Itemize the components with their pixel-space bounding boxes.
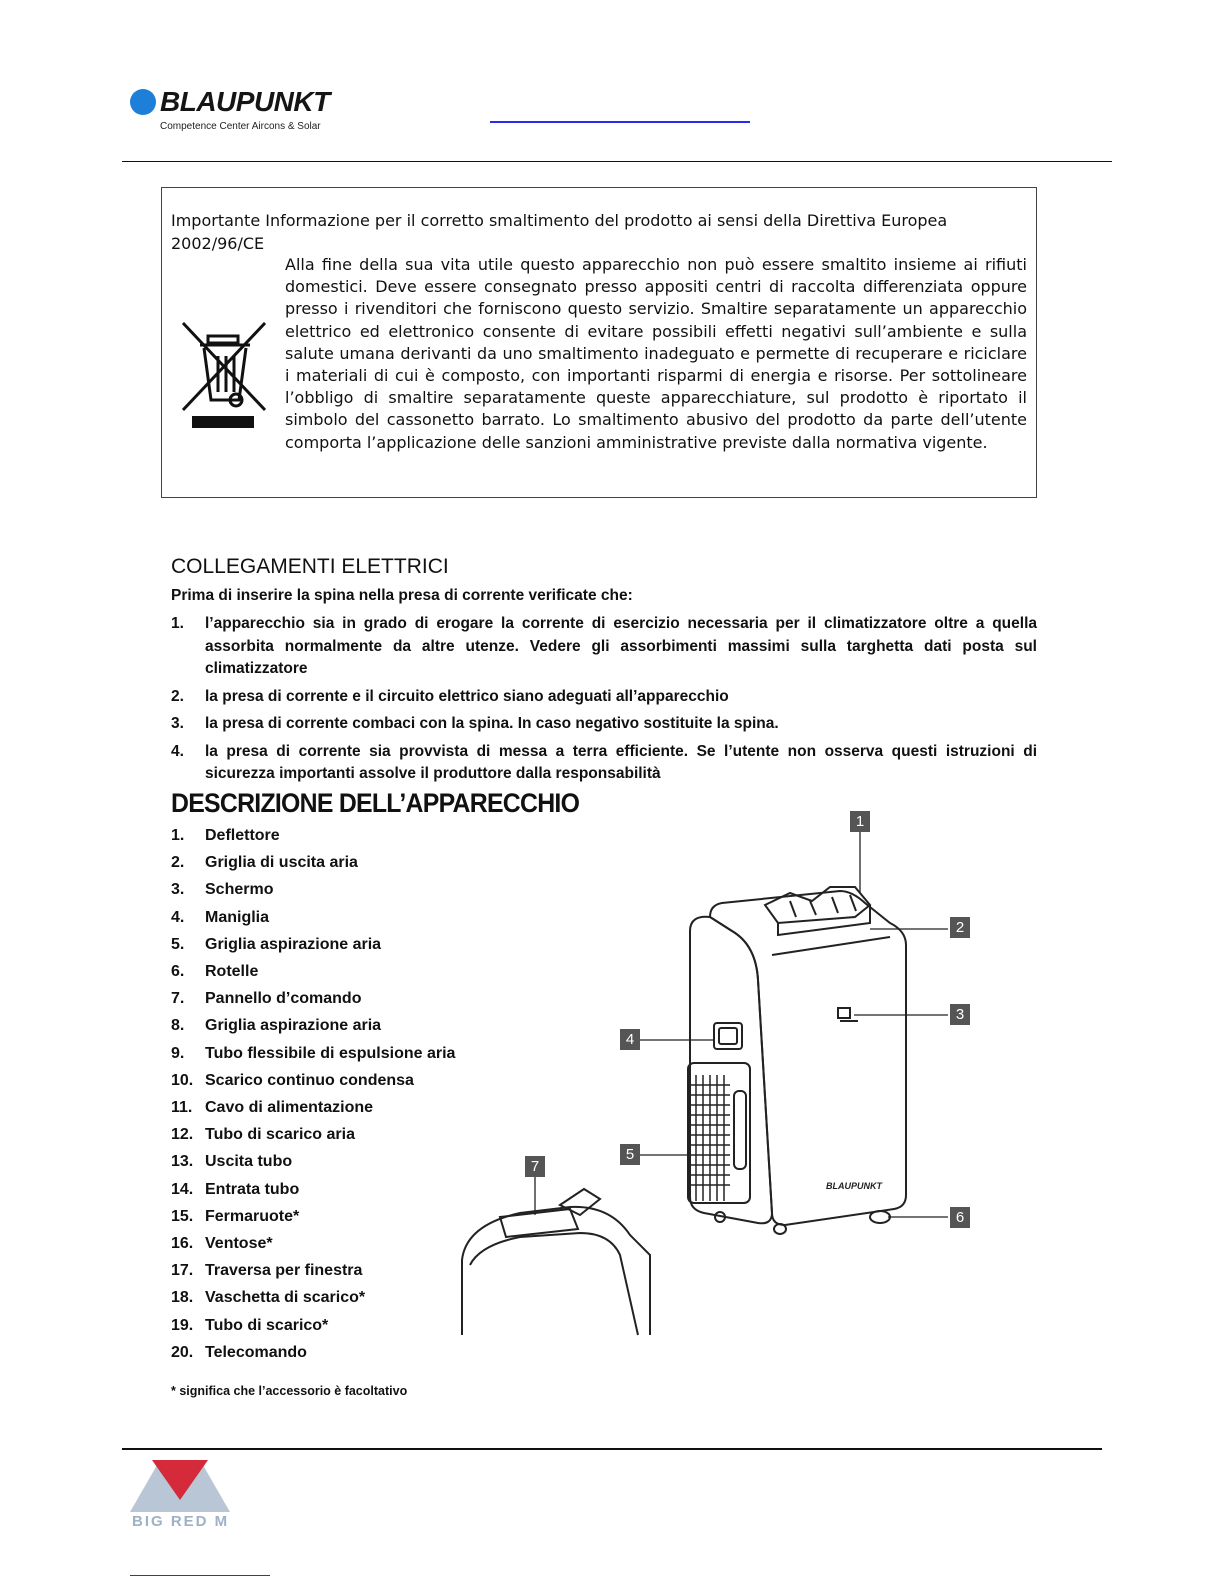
callout-1: 1 <box>850 811 870 832</box>
parts-list <box>171 822 455 1366</box>
callout-6: 6 <box>950 1207 970 1228</box>
part-name: Griglia aspirazione aria <box>205 935 382 953</box>
optional-accessory-footnote: * significa che l’accessorio è facoltativo <box>171 1384 408 1398</box>
part-list-item <box>171 849 455 876</box>
part-number: 10. <box>171 1071 194 1089</box>
part-number: 4. <box>171 908 185 926</box>
part-name: Fermaruote* <box>205 1207 300 1225</box>
part-number: 18. <box>171 1289 194 1307</box>
part-list-item <box>171 1230 455 1257</box>
brand-logo: BLAUPUNKT <box>160 86 330 117</box>
part-number: 7. <box>171 990 185 1008</box>
callout-3: 3 <box>950 1004 970 1025</box>
footer-link[interactable] <box>130 1575 270 1576</box>
part-name: Traversa per finestra <box>205 1262 363 1280</box>
part-list-item <box>171 1094 455 1121</box>
part-list-item <box>171 1040 455 1067</box>
crossed-out-wheelie-bin-icon <box>180 318 270 433</box>
part-list-item <box>171 1339 455 1366</box>
part-name: Griglia aspirazione aria <box>205 1017 382 1035</box>
part-list-item <box>171 931 455 958</box>
callout-4: 4 <box>620 1029 640 1050</box>
part-list-item <box>171 958 455 985</box>
list-item-number: 3. <box>171 715 184 732</box>
list-item-text: la presa di corrente sia provvista di messa a terra efficiente. Se l’utente non osserva questi istruzioni di sicurezza importanti assolve il produttore dalla responsabilità <box>205 742 1037 782</box>
part-name: Maniglia <box>205 908 270 926</box>
part-list-item <box>171 1121 455 1148</box>
part-name: Deflettore <box>205 827 280 844</box>
callout-2: 2 <box>950 917 970 938</box>
section-title-electrical: COLLEGAMENTI ELETTRICI <box>171 555 449 578</box>
footer-brand-name: BIG RED M <box>132 1513 230 1530</box>
part-list-item <box>171 1067 455 1094</box>
part-list-item <box>171 876 455 903</box>
part-list-item <box>171 1284 455 1311</box>
part-name: Tubo flessibile di espulsione aria <box>205 1044 456 1062</box>
callout-5: 5 <box>620 1144 640 1165</box>
part-list-item <box>171 1257 455 1284</box>
brand-tagline: Competence Center Aircons & Solar <box>160 121 321 132</box>
list-item-number: 2. <box>171 687 184 705</box>
part-name: Schermo <box>205 881 274 899</box>
section-title-description: DESCRIZIONE DELL’APPARECCHIO <box>171 788 580 818</box>
part-name: Telecomando <box>205 1343 307 1361</box>
list-item <box>171 613 1037 681</box>
part-list-item <box>171 904 455 931</box>
part-number: 14. <box>171 1180 194 1198</box>
part-list-item <box>171 1148 455 1175</box>
list-item-text: l’apparecchio sia in grado di erogare la corrente di esercizio necessaria per il climatizzatore oltre a quella assorbita normalmente da altre utenze. Vedere gli assorbimenti massimi sulla targhetta dati posta sul climatizzatore <box>205 615 1037 677</box>
part-list-item <box>171 1312 455 1339</box>
list-item <box>171 741 1037 786</box>
part-name: Cavo di alimentazione <box>205 1099 374 1117</box>
part-number: 20. <box>171 1343 194 1361</box>
weee-title: Importante Informazione per il corretto smaltimento del prodotto ai sensi della Direttiva Europea 2002/96/CE <box>171 211 948 253</box>
part-name: Ventose* <box>205 1235 273 1253</box>
electrical-checklist <box>171 613 1037 791</box>
appliance-diagram <box>460 805 1020 1345</box>
part-number: 5. <box>171 935 185 953</box>
part-number: 8. <box>171 1017 185 1035</box>
part-name: Vaschetta di scarico* <box>205 1289 366 1307</box>
part-name: Pannello d’comando <box>205 990 362 1008</box>
part-number: 13. <box>171 1153 194 1171</box>
part-name: Uscita tubo <box>205 1153 293 1171</box>
part-name: Griglia di uscita aria <box>205 854 358 872</box>
part-list-item <box>171 822 455 849</box>
weee-body: Alla fine della sua vita utile questo apparecchio non può essere smaltito insieme ai rifiuti domestici. Deve essere consegnato presso appositi centri di raccolta differenziata oppure presso i rivenditori che forniscono questo servizio. Smaltire separatamente un apparecchio elettrico ed elettronico consente di evitare possibili effetti negativi sull’ambiente e sulla salute umana derivanti da uno smaltimento inadeguato e permette di recuperare e riciclare i materiali di cui è composto, con importanti risparmi di energia e risorse. Per sottolineare l’obbligo di smaltire separatamente queste apparecchiature, sul prodotto è riportato il simbolo del cassonetto barrato. Lo smaltimento abusivo del prodotto da parte dell’utente comporta l’applicazione delle sanzioni amministrative previste dalla normativa vigente. <box>285 255 1027 452</box>
list-item-number: 4. <box>171 742 184 760</box>
part-number: 11. <box>171 1099 193 1117</box>
part-number: 12. <box>171 1126 194 1144</box>
part-number: 1. <box>171 827 185 844</box>
brand-logo-dot <box>130 89 156 115</box>
part-number: 6. <box>171 963 185 981</box>
electrical-intro: Prima di inserire la spina nella presa di corrente verificate che: <box>171 587 633 604</box>
part-number: 15. <box>171 1207 194 1225</box>
callout-7: 7 <box>525 1156 545 1177</box>
part-number: 19. <box>171 1316 194 1334</box>
portable-air-conditioner-drawing <box>460 805 1020 1345</box>
part-name: Tubo di scarico* <box>205 1316 329 1334</box>
list-item-text: la presa di corrente combaci con la spina. In caso negativo sostituite la spina. <box>205 715 779 732</box>
part-number: 3. <box>171 881 185 899</box>
part-name: Entrata tubo <box>205 1180 300 1198</box>
unit-brand-label: BLAUPUNKT <box>826 1181 882 1191</box>
part-name: Scarico continuo condensa <box>205 1071 414 1089</box>
list-item-text: la presa di corrente e il circuito elettrico siano adeguati all’apparecchio <box>205 687 729 705</box>
part-number: 2. <box>171 854 185 872</box>
part-number: 9. <box>171 1044 185 1062</box>
part-name: Rotelle <box>205 963 259 981</box>
header-link[interactable] <box>490 121 750 123</box>
part-list-item <box>171 1176 455 1203</box>
part-list-item <box>171 1203 455 1230</box>
list-item-number: 1. <box>171 615 184 632</box>
part-number: 16. <box>171 1235 194 1253</box>
part-name: Tubo di scarico aria <box>205 1126 355 1144</box>
part-number: 17. <box>171 1262 194 1280</box>
header-divider <box>122 161 1112 162</box>
list-item <box>171 686 1037 709</box>
part-list-item <box>171 985 455 1012</box>
list-item <box>171 713 1037 736</box>
part-list-item <box>171 1012 455 1039</box>
footer-divider <box>122 1448 1102 1450</box>
